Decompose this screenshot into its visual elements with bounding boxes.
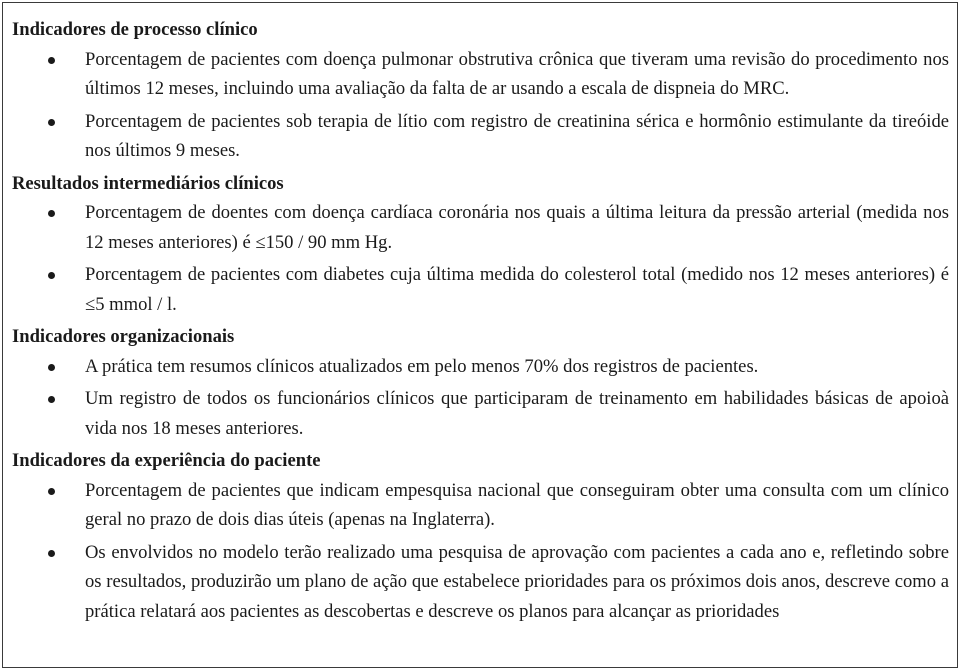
section-organizational xyxy=(12,322,949,443)
section-intermediate-results xyxy=(12,169,949,320)
bullet-icon xyxy=(48,396,55,403)
list-item xyxy=(12,476,949,535)
bullet-list xyxy=(12,198,949,319)
list-item xyxy=(12,107,949,166)
section-clinical-process xyxy=(12,15,949,166)
list-item-text: Porcentagem de pacientes sob terapia de lítio com registro de creatinina sérica e hormônio estimulante da tireóide nos últimos 9 meses. xyxy=(85,110,949,161)
list-item-text: Porcentagem de doentes com doença cardíaca coronária nos quais a última leitura da pressão arterial (medida nos 12 meses anteriores) é ≤150 / 90 mm Hg. xyxy=(85,202,949,253)
bullet-icon xyxy=(48,57,55,64)
bullet-icon xyxy=(48,210,55,217)
bullet-list xyxy=(12,476,949,627)
list-item xyxy=(12,538,949,627)
list-item-text: A prática tem resumos clínicos atualizados em pelo menos 70% dos registros de pacientes. xyxy=(85,355,759,377)
bullet-list xyxy=(12,45,949,166)
list-item-text: Um registro de todos os funcionários clínicos que participaram de treinamento em habilidades básicas de apoioà vida nos 18 meses anteriores. xyxy=(85,388,949,439)
list-item xyxy=(12,45,949,104)
section-heading: Indicadores da experiência do paciente xyxy=(12,450,321,471)
bullet-icon xyxy=(48,272,55,279)
section-heading: Resultados intermediários clínicos xyxy=(12,172,284,194)
bullet-icon xyxy=(48,550,55,557)
section-heading: Indicadores de processo clínico xyxy=(12,19,258,40)
list-item xyxy=(12,384,949,443)
list-item-text: Porcentagem de pacientes que indicam empesquisa nacional que conseguiram obter uma consulta com um clínico geral no prazo de dois dias úteis (apenas na Inglaterra). xyxy=(85,479,949,530)
bullet-icon xyxy=(48,364,55,371)
list-item xyxy=(12,198,949,257)
section-heading: Indicadores organizacionais xyxy=(12,326,235,347)
list-item xyxy=(12,352,949,382)
bullet-list xyxy=(12,352,949,444)
bullet-icon xyxy=(48,488,55,495)
indicators-box xyxy=(2,2,958,668)
list-item-text: Porcentagem de pacientes com diabetes cuja última medida do colesterol total (medido nos 12 meses anteriores) é ≤5 mmol / l. xyxy=(85,264,949,315)
list-item-text: Os envolvidos no modelo terão realizado uma pesquisa de aprovação com pacientes a cada ano e, refletindo sobre os resultados, produzirão um plano de ação que estabelece prioridades para os próximos dois anos, descreve como a prática relatará aos pacientes as descobertas e descreve os planos para alcançar as prioridades xyxy=(85,541,949,622)
bullet-icon xyxy=(48,119,55,126)
list-item xyxy=(12,260,949,319)
section-patient-experience xyxy=(12,446,949,626)
list-item-text: Porcentagem de pacientes com doença pulmonar obstrutiva crônica que tiveram uma revisão do procedimento nos últimos 12 meses, incluindo uma avaliação da falta de ar usando a escala de dispneia do MRC. xyxy=(85,48,949,99)
